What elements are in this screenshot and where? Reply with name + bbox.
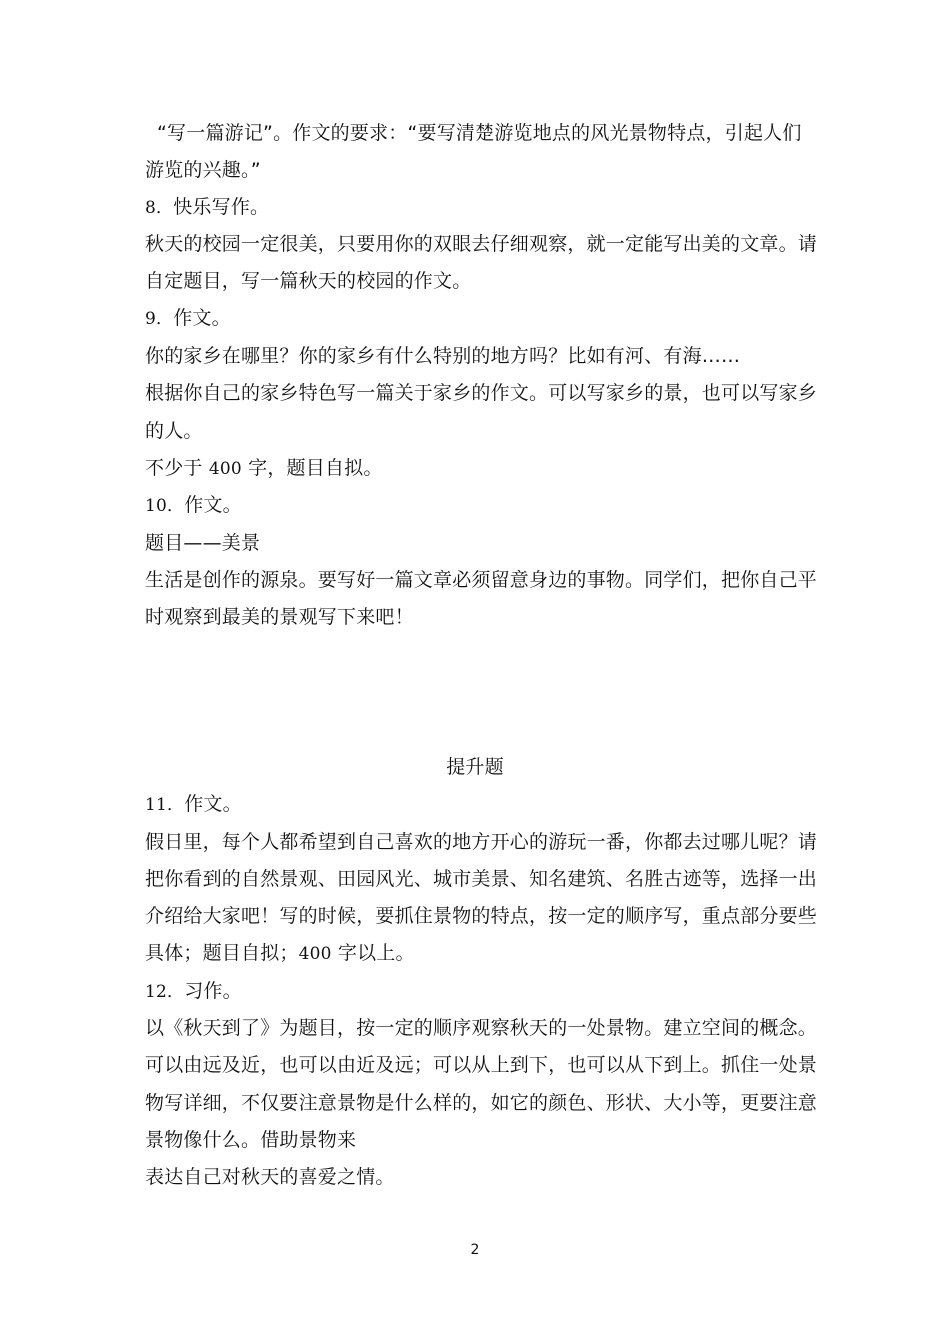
question-title: 作文。 (184, 793, 242, 815)
paragraph-line: 以《秋天到了》为题目，按一定的顺序观察秋天的一处景物。建立空间的概念。 (145, 1017, 818, 1039)
question-title: 作文。 (173, 307, 231, 329)
page-number: 2 (470, 1242, 480, 1258)
paragraph-line: 你的家乡在哪里？你的家乡有什么特别的地方吗？比如有河、有海…… (145, 345, 741, 367)
question-8-heading (145, 194, 269, 221)
paragraph-line: 自定题目，写一篇秋天的校园的作文。 (145, 270, 472, 292)
paragraph-line: 表达自己对秋天的喜爱之情。 (145, 1166, 395, 1188)
paragraph-line: 根据你自己的家乡特色写一篇关于家乡的作文。可以写家乡的景，也可以写家乡 (145, 382, 818, 404)
paragraph-line: 游览的兴趣。” (145, 159, 261, 181)
word-limit-line: 具体；题目自拟；400 字以上。 (145, 942, 415, 964)
question-number: 9． (145, 309, 174, 329)
paragraph-line: 物写详细，不仅要注意景物是什么样的，如它的颜色、形状、大小等，更要注意 (145, 1092, 818, 1114)
paragraph-line: 景物像什么。借助景物来 (145, 1129, 357, 1151)
paragraph-line: 时观察到最美的景观写下来吧！ (145, 606, 414, 628)
paragraph-line: 可以由远及近，也可以由近及远；可以从上到下，也可以从下到上。抓住一处景 (145, 1054, 818, 1076)
paragraph-line: 的人。 (145, 420, 203, 442)
paragraph-line: 秋天的校园一定很美，只要用你的双眼去仔细观察，就一定能写出美的文章。请 (145, 233, 818, 255)
word-limit-line: 不少于 400 字，题目自拟。 (145, 457, 383, 479)
question-12-heading (145, 978, 242, 1005)
paragraph-line: 题目——美景 (145, 532, 261, 554)
paragraph-line: “写一篇游记”。作文的要求：“要写清楚游览地点的风光景物特点，引起人们 (157, 122, 802, 144)
question-number: 8． (145, 198, 174, 218)
paragraph-line: 介绍给大家吧！写的时候，要抓住景物的特点，按一定的顺序写，重点部分要些 (145, 905, 818, 927)
question-10-heading (145, 492, 242, 519)
section-title: 提升题 (446, 756, 504, 778)
paragraph-line: 把你看到的自然景观、田园风光、城市美景、知名建筑、名胜古迹等，选择一出 (145, 868, 818, 890)
question-number: 10． (145, 496, 185, 516)
question-number: 11． (145, 795, 185, 815)
paragraph-line: 生活是创作的源泉。要写好一篇文章必须留意身边的事物。同学们，把你自己平 (145, 569, 818, 591)
question-9-heading (145, 305, 231, 332)
question-title: 习作。 (184, 980, 242, 1002)
question-title: 快乐写作。 (173, 196, 270, 218)
question-11-heading (145, 791, 242, 818)
question-title: 作文。 (184, 494, 242, 516)
question-number: 12． (145, 982, 185, 1002)
paragraph-line: 假日里，每个人都希望到自己喜欢的地方开心的游玩一番，你都去过哪儿呢？请 (145, 831, 818, 853)
